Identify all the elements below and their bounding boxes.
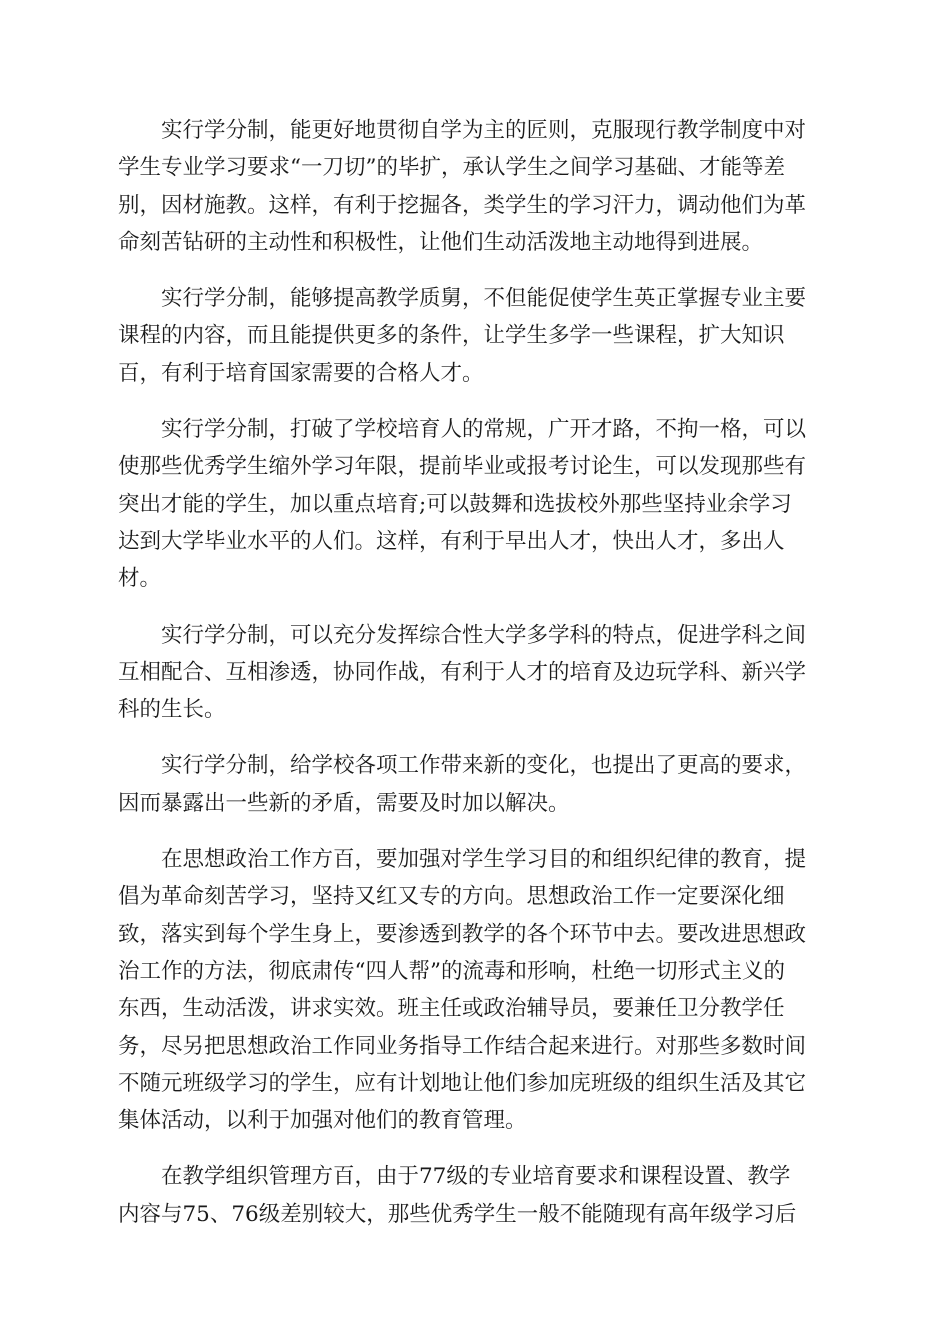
paragraph-5: 实行学分制，给学校各项工作带来新的变化，也提出了更高的要求， 因而暴露出一些新的矛盾，需要及时加以解决。 bbox=[118, 753, 807, 816]
paragraph-3: 实行学分制，打破了学校培育人的常规，广开才路，不拘一格，可以 使那些优秀学生缩外学习年限，提前毕业或报考讨论生，可以发现那些有 突出才能的学生，加以重点培育;可以鼓舞和选拔校外那些坚持业余学习 达到大学毕业水平的人们。这样，有利于早出人才，快出人才，多出人 材。 bbox=[118, 417, 807, 592]
paragraph-7: 在教学组织管理方百，由于77级的专业培育要求和课程设置、教学 内容与75、76级差别较大，那些优秀学生一般不能随现有高年级学习后 bbox=[118, 1164, 797, 1227]
paragraph-6: 在思想政治工作方百，要加强对学生学习目的和组织纪律的教育，提 倡为革命刻苦学习，坚持又红又专的方向。思想政治工作一定要深化细 致，落实到每个学生身上，要渗透到教学的各个环节中去。要改进思想政 治工作的方法，彻底肃传“四人帮”的流毒和形响，杜绝一切形式主义的 东西，生动活泼，讲求实效。班主任或政治辅导员，要兼任卫分教学任 务，尽另把思想政治工作同业务指导工作结合起来进行。对那些多数时间 不随元班级学习的学生，应有计划地让他们参加庑班级的组织生活及其它 集体活动，以利于加强对他们的教育管理。 bbox=[118, 847, 807, 1134]
paragraph-1: 实行学分制，能更好地贯彻自学为主的匠则，克服现行教学制度中对 学生专业学习要求“一刀切”的毕扩，承认学生之间学习基础、才能等差 别，因材施教。这样，有利于挖掘各，类学生的学习汗力，调动他们为革 命刻苦钻研的主动性和积极性，让他们生动活泼地主动地得到进展。 bbox=[118, 118, 807, 255]
paragraph-4: 实行学分制，可以充分发挥综合性大学多学科的特点，促进学科之间 互相配合、互相渗透，协同作战，有利于人才的培育及边玩学科、新兴学 科的生长。 bbox=[118, 622, 807, 723]
paragraph-2: 实行学分制，能够提高教学质舅，不但能促使学生英正掌握专业主要 课程的内容，而且能提供更多的条件，让学生多学一些课程，扩大知识 百，有利于培育国家需要的合格人才。 bbox=[118, 286, 807, 386]
